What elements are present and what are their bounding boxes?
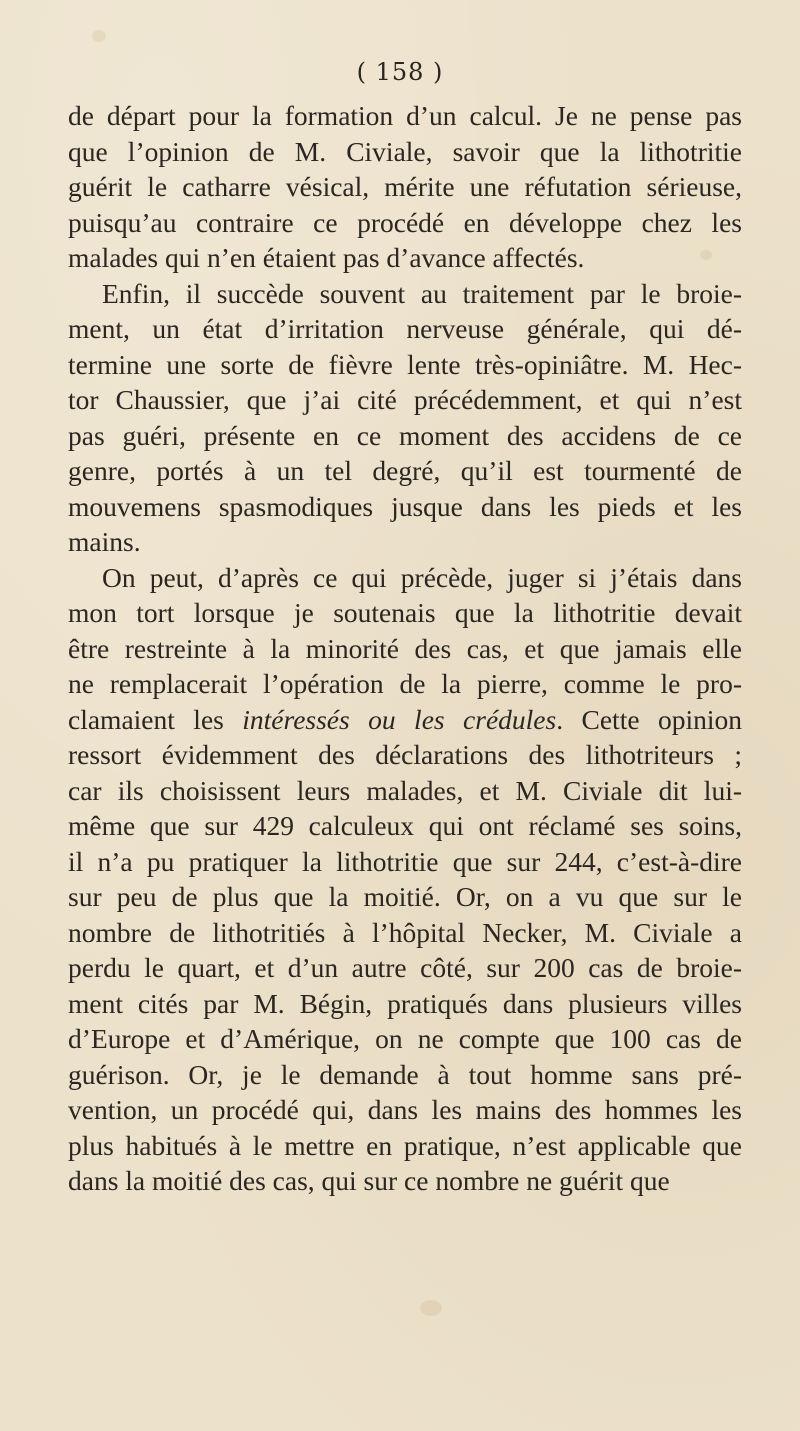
text-line (68, 702, 742, 738)
text-line: que l’opinion de M. Civiale, savoir que la lithotritie (68, 135, 742, 167)
text-line: On peut, d’après ce qui précède, juger si j’étais dans (102, 561, 742, 593)
text-line: mains. (68, 526, 141, 557)
italic-phrase: intéressés ou les crédules (242, 703, 557, 735)
text-line: perdu le quart, et d’un autre côté, sur 200 cas de broie- (68, 952, 742, 983)
text-line: malades qui n’en étaient pas d’avance affectés. (68, 242, 585, 273)
text-line: mouvemens spasmodiques jusque dans les pieds et les (68, 490, 742, 522)
text-line: dans la moitié des cas, qui sur ce nombre ne guérit que (68, 1165, 670, 1196)
text-line: genre, portés à un tel degré, qu’il est tourmenté de (68, 455, 742, 486)
paper-stain (92, 30, 106, 42)
text-line: être restreinte à la minorité des cas, et que jamais elle (68, 632, 742, 664)
text-line: tor Chaussier, que j’ai cité précédemment, et qui n’est (68, 384, 742, 415)
text-line: ne remplacerait l’opération de la pierre, comme le pro- (68, 668, 742, 699)
body-text (68, 98, 742, 1199)
text-line: puisqu’au contraire ce procédé en développe chez les (68, 206, 742, 238)
text-line: guérit le catharre vésical, mérite une réfutation sérieuse, (68, 171, 742, 202)
text-line: ment, un état d’irritation nerveuse générale, qui dé- (68, 313, 742, 344)
text-line: nombre de lithotritiés à l’hôpital Necker, M. Civiale a (68, 916, 742, 948)
text-line: car ils choisissent leurs malades, et M. Civiale dit lui- (68, 774, 742, 806)
paragraph (68, 560, 742, 1199)
text-line: pas guéri, présente en ce moment des accidens de ce (68, 419, 742, 451)
paragraph (68, 98, 742, 276)
page-number: ( 158 ) (356, 58, 444, 86)
text-line: guérison. Or, je le demande à tout homme sans pré- (68, 1058, 742, 1090)
text-line: Enfin, il succède souvent au traitement par le broie- (102, 277, 742, 309)
text-line: même que sur 429 calculeux qui ont réclamé ses soins, (68, 810, 742, 841)
text-line: sur peu de plus que la moitié. Or, on a vu que sur le (68, 881, 742, 912)
text-line: plus habitués à le mettre en pratique, n’est applicable que (68, 1129, 742, 1161)
text-line: vention, un procédé qui, dans les mains des hommes les (68, 1094, 742, 1125)
text-run: clamaient les (68, 703, 243, 735)
paragraph (68, 276, 742, 560)
text-line: termine une sorte de fièvre lente très-opiniâtre. M. Hec- (68, 348, 742, 380)
text-line: de départ pour la formation d’un calcul. Je ne pense pas (68, 100, 742, 131)
text-line: ment cités par M. Bégin, pratiqués dans plusieurs villes (68, 987, 742, 1019)
text-line: mon tort lorsque je soutenais que la lithotritie devait (68, 597, 742, 628)
text-run: . Cette opinion (556, 703, 742, 735)
text-line: il n’a pu pratiquer la lithotritie que sur 244, c’est-à-dire (68, 845, 742, 877)
text-line: d’Europe et d’Amérique, on ne compte que 100 cas de (68, 1023, 742, 1054)
text-line: ressort évidemment des déclarations des lithotriteurs ; (68, 739, 742, 770)
paper-stain (420, 1300, 442, 1316)
